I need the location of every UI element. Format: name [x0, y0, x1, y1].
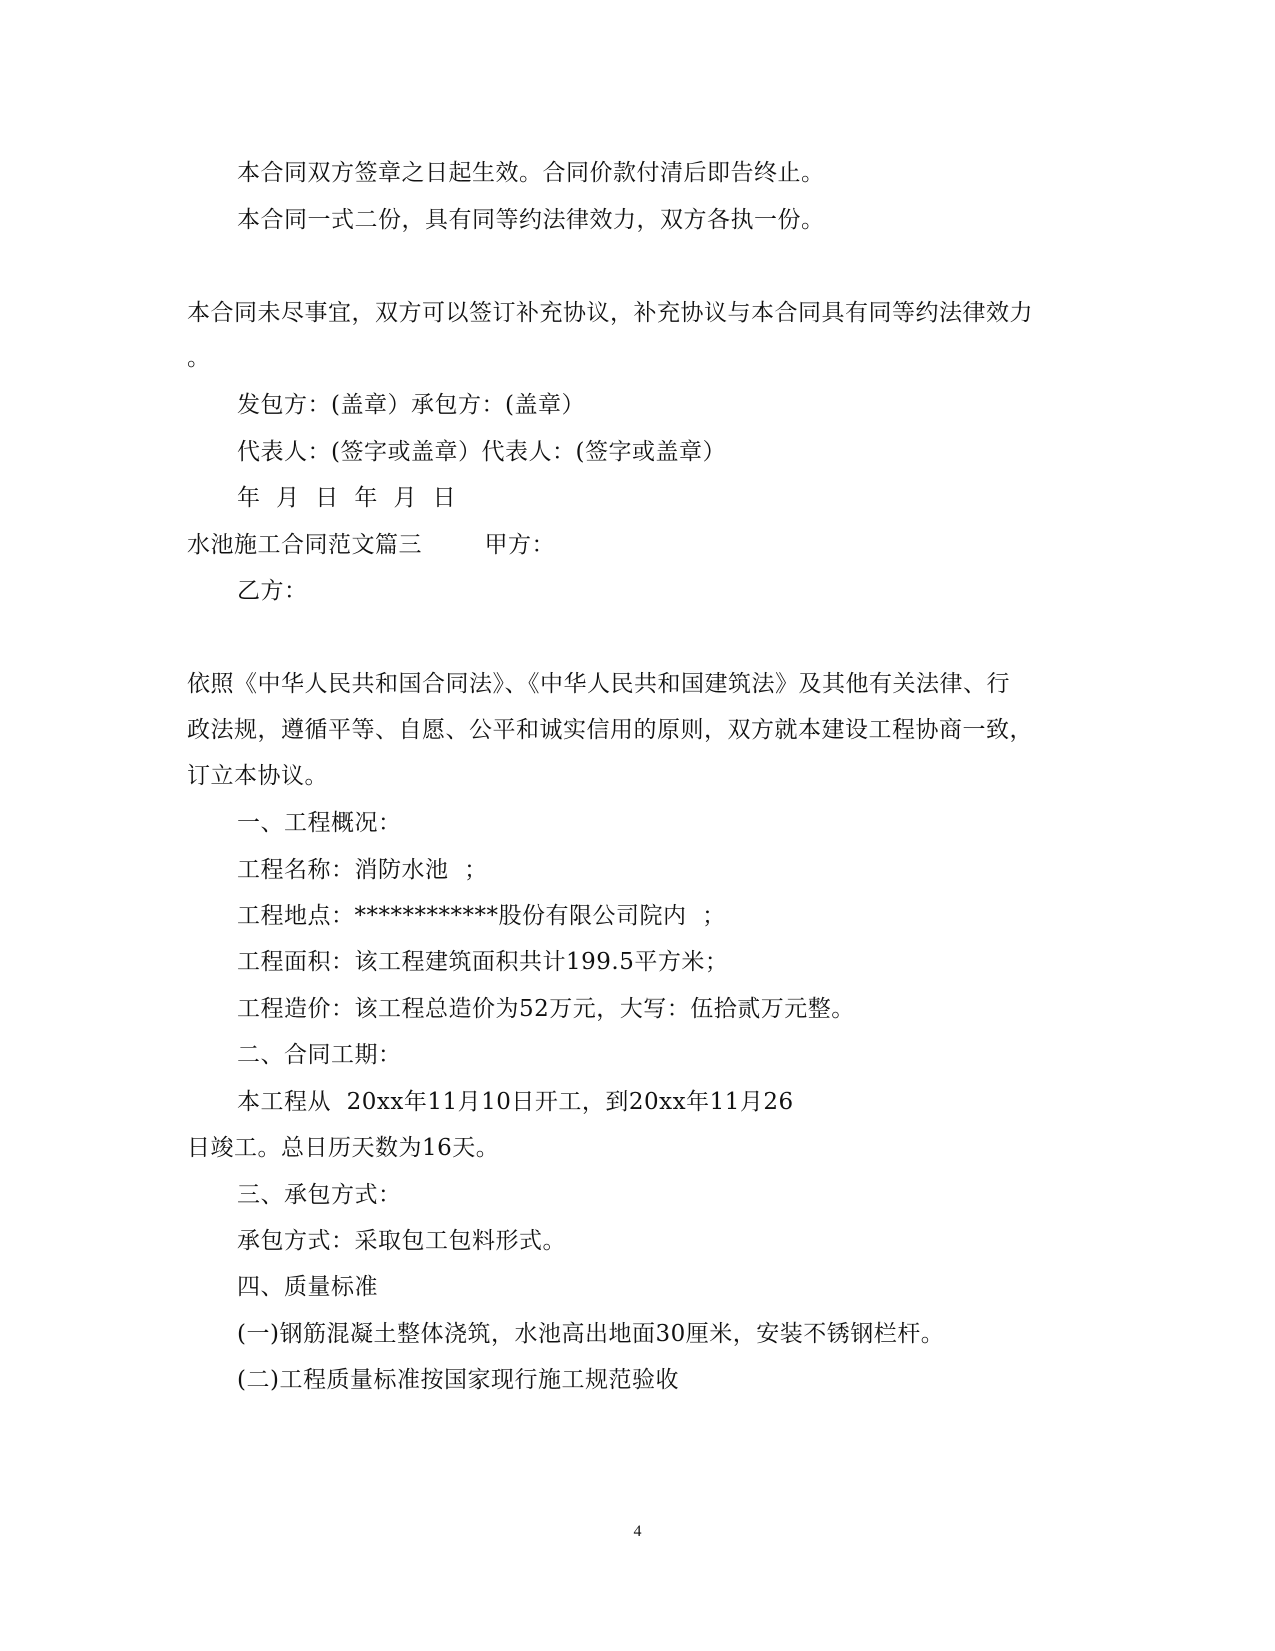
signature-representative-line: 代表人：(签字或盖章）代表人：(签字或盖章）	[237, 439, 726, 465]
heading-contract-method: 三、承包方式：	[237, 1182, 402, 1208]
signature-date-line: 年 月 日 年 月 日	[237, 485, 457, 511]
section-heading-party-a: 水池施工合同范文篇三 甲方：	[187, 532, 555, 558]
project-location-line: 工程地点：************股份有限公司院内 ；	[237, 903, 726, 929]
contract-period-line-1: 本工程从 20xx年11月10日开工，到20xx年11月26	[237, 1089, 794, 1115]
heading-project-overview: 一、工程概况：	[237, 810, 402, 836]
paragraph-effective-date: 本合同双方签章之日起生效。合同价款付清后即告终止。	[237, 160, 825, 186]
paragraph-legal-basis-1: 依照《中华人民共和国合同法》、《中华人民共和国建筑法》及其他有关法律、行	[187, 671, 1010, 697]
contract-method-line: 承包方式：采取包工包料形式。	[237, 1228, 566, 1254]
party-b-line: 乙方：	[237, 578, 308, 604]
paragraph-legal-basis-3: 订立本协议。	[187, 763, 328, 789]
quality-standard-item-2: (二)工程质量标准按国家现行施工规范验收	[237, 1367, 679, 1393]
paragraph-supplementary-agreement: 本合同未尽事宜，双方可以签订补充协议，补充协议与本合同具有同等约法律效力	[187, 300, 1033, 326]
paragraph-copies: 本合同一式二份，具有同等约法律效力，双方各执一份。	[237, 207, 825, 233]
signature-seal-line: 发包方：(盖章）承包方：(盖章）	[237, 392, 585, 418]
quality-standard-item-1: (一)钢筋混凝土整体浇筑，水池高出地面30厘米，安装不锈钢栏杆。	[237, 1321, 945, 1347]
paragraph-legal-basis-2: 政法规，遵循平等、自愿、公平和诚实信用的原则，双方就本建设工程协商一致，	[187, 717, 1033, 743]
project-area-line: 工程面积：该工程建筑面积共计199.5平方米；	[237, 949, 729, 975]
paragraph-supplementary-agreement-end: 。	[187, 345, 211, 371]
project-cost-line: 工程造价：该工程总造价为52万元，大写：伍拾贰万元整。	[237, 996, 855, 1022]
contract-period-line-2: 日竣工。总日历天数为16天。	[187, 1135, 500, 1161]
project-name-line: 工程名称：消防水池 ；	[237, 857, 488, 883]
heading-quality-standard: 四、质量标准	[237, 1274, 378, 1300]
page-number: 4	[633, 1523, 642, 1540]
heading-contract-period: 二、合同工期：	[237, 1042, 402, 1068]
